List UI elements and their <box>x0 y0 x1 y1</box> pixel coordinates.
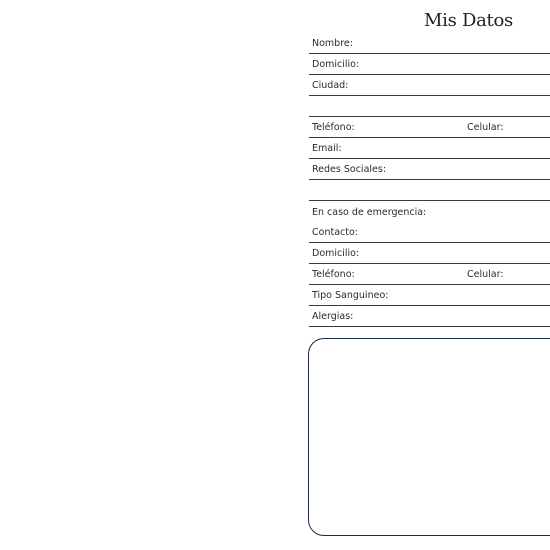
ciudad-row[interactable] <box>309 75 550 96</box>
domicilio2-label: Domicilio: <box>312 248 360 259</box>
personal-data-form <box>309 33 550 327</box>
contacto-row[interactable] <box>309 222 550 243</box>
emergencia-label: En caso de emergencia: <box>312 207 427 218</box>
nombre-row[interactable] <box>309 33 550 54</box>
email-label: Email: <box>312 143 342 154</box>
alergias-label: Alergias: <box>312 311 354 322</box>
tipo-sanguineo-row[interactable] <box>309 285 550 306</box>
domicilio-row[interactable] <box>309 54 550 75</box>
telefono-label: Teléfono: <box>312 122 355 133</box>
telefono2-row[interactable] <box>309 264 550 285</box>
notes-box[interactable] <box>308 338 550 536</box>
redes-label: Redes Sociales: <box>312 164 387 175</box>
blank-row-2[interactable] <box>309 180 550 201</box>
redes-row[interactable] <box>309 159 550 180</box>
telefono2-label: Teléfono: <box>312 269 355 280</box>
tipo-sanguineo-label: Tipo Sanguineo: <box>312 290 389 301</box>
domicilio2-row[interactable] <box>309 243 550 264</box>
email-row[interactable] <box>309 138 550 159</box>
nombre-label: Nombre: <box>312 38 353 49</box>
blank-row[interactable] <box>309 96 550 117</box>
alergias-row[interactable] <box>309 306 550 327</box>
page-title: Mis Datos <box>424 10 513 31</box>
celular-label: Celular: <box>467 122 504 133</box>
celular2-label: Celular: <box>467 269 504 280</box>
telefono-row[interactable] <box>309 117 550 138</box>
domicilio-label: Domicilio: <box>312 59 360 70</box>
ciudad-label: Ciudad: <box>312 80 349 91</box>
contacto-label: Contacto: <box>312 227 358 238</box>
emergencia-row <box>309 201 550 222</box>
